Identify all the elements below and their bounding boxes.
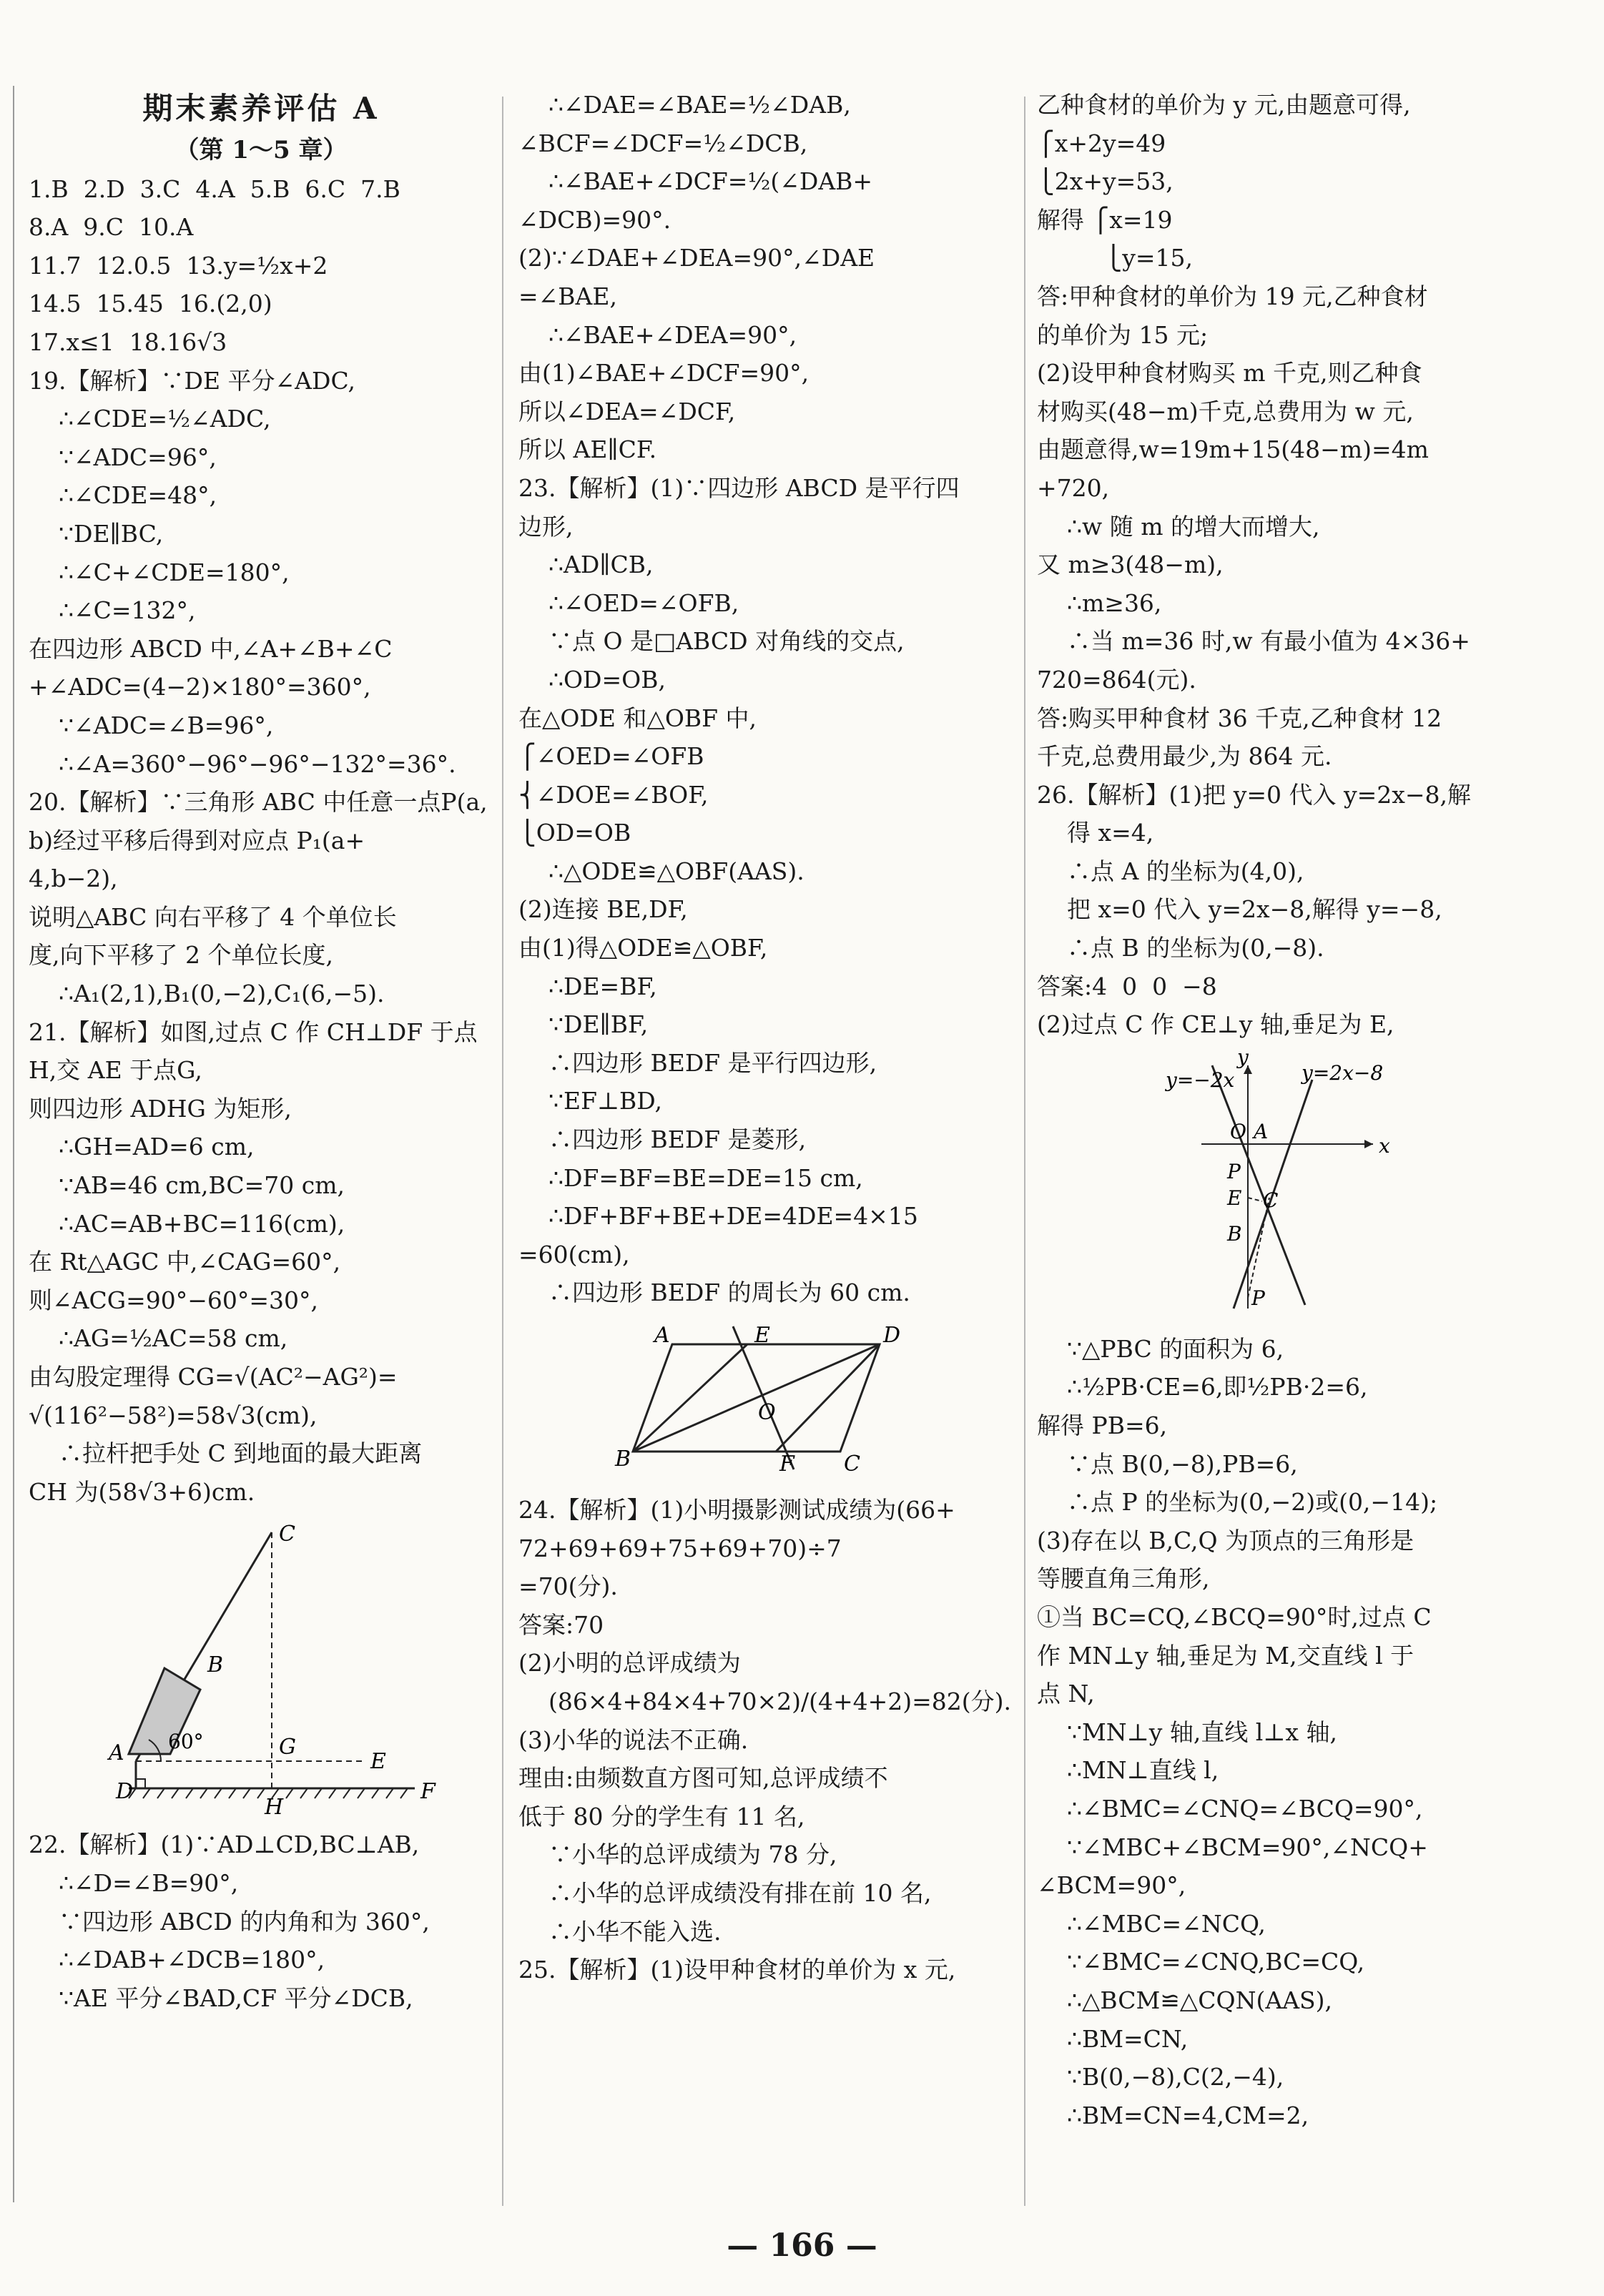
text-line: ∵∠MBC+∠BCM=90°,∠NCQ+ — [1067, 1833, 1428, 1861]
page-subtitle: （第 1～5 章） — [174, 136, 348, 164]
figure-23 — [518, 1319, 1019, 1484]
text-line: ∴点 A 的坐标为(4,0), — [1067, 857, 1304, 885]
text-line: ∵∠ADC=96°, — [59, 443, 217, 471]
text-line: 的单价为 15 元; — [1037, 320, 1209, 349]
text-line: ∴点 P 的坐标为(0,−2)或(0,−14); — [1067, 1488, 1438, 1517]
label-A: A — [1254, 1119, 1269, 1143]
text-line: 答案:70 — [518, 1610, 604, 1639]
text-line: 21.【解析】如图,过点 C 作 CH⊥DF 于点 — [29, 1018, 478, 1046]
text-line: 又 m≥3(48−m), — [1037, 551, 1224, 579]
column-3-lines — [1037, 86, 1559, 1044]
label-x-axis: x — [1379, 1133, 1390, 1158]
text-line: 解得 ⎧x=19 — [1037, 205, 1173, 234]
text-line: ∵AB=46 cm,BC=70 cm, — [59, 1171, 345, 1200]
label-C: C — [279, 1522, 295, 1547]
text-line: √(116²−58²)=58√3(cm), — [29, 1401, 318, 1429]
label-O: O — [1230, 1119, 1246, 1143]
text-line: =70(分). — [518, 1572, 618, 1601]
column-1-lines — [29, 170, 493, 1512]
text-line: (86×4+84×4+70×2)/(4+4+2)=82(分). — [548, 1687, 1011, 1715]
text-line: 所以∠DEA=∠DCF, — [518, 397, 736, 425]
text-line: ∴BM=CN, — [1067, 2024, 1189, 2053]
text-line: 8.A 9.C 10.A — [29, 213, 194, 242]
text-line: 边形, — [518, 512, 574, 541]
text-line: ∴点 B 的坐标为(0,−8). — [1067, 934, 1324, 962]
text-line: ∴△BCM≌△CQN(AAS), — [1067, 1986, 1332, 2014]
label-B: B — [1227, 1221, 1242, 1246]
text-line: ∴∠OED=∠OFB, — [548, 588, 739, 617]
text-line: 720=864(元). — [1037, 665, 1196, 694]
label-A: A — [654, 1323, 670, 1348]
text-line: ∴拉杆把手处 C 到地面的最大距离 — [59, 1439, 423, 1468]
label-B: B — [615, 1447, 631, 1472]
text-line: (3)小华的说法不正确. — [518, 1725, 749, 1754]
text-line: ∵DE∥BC, — [59, 519, 164, 548]
text-line: 19.【解析】∵DE 平分∠ADC, — [29, 366, 356, 395]
text-line: ∴∠MBC=∠NCQ, — [1067, 1909, 1266, 1938]
text-line: ∴当 m=36 时,w 有最小值为 4×36+ — [1067, 627, 1470, 656]
text-line: ∴四边形 BEDF 的周长为 60 cm. — [548, 1278, 910, 1307]
text-line: ①当 BC=CQ,∠BCQ=90°时,过点 C — [1037, 1603, 1432, 1631]
text-line: ∴∠A=360°−96°−96°−132°=36°. — [59, 749, 456, 778]
page-title: 期末素养评估 A — [142, 91, 380, 126]
text-line: ∴MN⊥直线 l, — [1067, 1756, 1219, 1785]
text-line: 20.【解析】∵三角形 ABC 中任意一点P(a, — [29, 788, 488, 817]
text-line: ∴OD=OB, — [548, 665, 666, 694]
text-line: ∴A₁(2,1),B₁(0,−2),C₁(6,−5). — [59, 980, 385, 1008]
text-line: 等腰直角三角形, — [1037, 1565, 1210, 1593]
text-line: ∠DCB)=90°. — [518, 205, 671, 234]
text-line: 由(1)∠BAE+∠DCF=90°, — [518, 359, 810, 388]
text-line: ∴w 随 m 的增大而增大, — [1067, 512, 1320, 541]
label-angle-60: 60° — [168, 1730, 204, 1754]
text-line: ∴DF+BF+BE+DE=4DE=4×15 — [548, 1202, 918, 1231]
text-line: 材购买(48−m)千克,总费用为 w 元, — [1037, 397, 1414, 425]
text-line: ∴DE=BF, — [548, 972, 657, 1000]
label-C: C — [1263, 1188, 1279, 1212]
text-line: ∴AG=½AC=58 cm, — [59, 1324, 288, 1353]
column-1 — [29, 86, 493, 2017]
text-line: (2)∵∠DAE+∠DEA=90°,∠DAE — [518, 244, 875, 272]
text-line: 由题意得,w=19m+15(48−m)=4m — [1037, 435, 1429, 464]
text-line: ∵DE∥BF, — [548, 1010, 649, 1039]
text-line: (2)过点 C 作 CE⊥y 轴,垂足为 E, — [1037, 1010, 1394, 1039]
text-line: 答:购买甲种食材 36 千克,乙种食材 12 — [1037, 704, 1442, 732]
column-2-lines — [518, 86, 1019, 1312]
label-F: F — [420, 1779, 436, 1805]
text-line: b)经过平移后得到对应点 P₁(a+ — [29, 826, 365, 854]
label-A: A — [109, 1740, 124, 1766]
text-line: ∴m≥36, — [1067, 588, 1162, 617]
figure-23-svg — [518, 1319, 1019, 1484]
text-line: ∴∠DAB+∠DCB=180°, — [59, 1946, 325, 1974]
text-line: ∴GH=AD=6 cm, — [59, 1133, 255, 1161]
label-O: O — [758, 1400, 776, 1425]
text-line: ∴½PB·CE=6,即½PB·2=6, — [1067, 1373, 1368, 1401]
label-E: E — [370, 1749, 386, 1775]
text-line: ⎧∠OED=∠OFB — [518, 742, 704, 771]
text-line: 在 Rt△AGC 中,∠CAG=60°, — [29, 1248, 341, 1276]
column-3-lines-after — [1037, 1330, 1559, 2134]
label-P: P — [1227, 1159, 1241, 1183]
text-line: 度,向下平移了 2 个单位长度, — [29, 941, 333, 970]
text-line: ∴∠BAE+∠DEA=90°, — [548, 320, 797, 349]
figure-21 — [29, 1518, 493, 1818]
text-line: 理由:由频数直方图可知,总评成绩不 — [518, 1764, 888, 1793]
text-line: 说明△ABC 向右平移了 4 个单位长 — [29, 902, 397, 931]
text-line: ∵B(0,−8),C(2,−4), — [1067, 2063, 1284, 2091]
text-line: 24.【解析】(1)小明摄影测试成绩为(66+ — [518, 1496, 955, 1524]
text-line: ∵△PBC 的面积为 6, — [1067, 1334, 1284, 1363]
figure-21-svg — [29, 1518, 493, 1818]
text-line: 所以 AE∥CF. — [518, 435, 657, 464]
text-line: 26.【解析】(1)把 y=0 代入 y=2x−8,解 — [1037, 780, 1472, 809]
text-line: H,交 AE 于点G, — [29, 1056, 202, 1085]
text-line: 把 x=0 代入 y=2x−8,解得 y=−8, — [1067, 895, 1442, 924]
text-line: ∴∠BAE+∠DCF=½(∠DAB+ — [548, 167, 873, 196]
label-C: C — [844, 1452, 860, 1477]
text-line: ∴∠BMC=∠CNQ=∠BCQ=90°, — [1067, 1794, 1423, 1823]
label-line-2x-8: y=2x−8 — [1302, 1060, 1384, 1085]
text-line: 则四边形 ADHG 为矩形, — [29, 1094, 292, 1123]
text-line: +720, — [1037, 473, 1110, 502]
figure-26 — [1037, 1051, 1559, 1323]
text-line: 在△ODE 和△OBF 中, — [518, 704, 757, 732]
text-line: CH 为(58√3+6)cm. — [29, 1477, 255, 1506]
text-line: =∠BAE, — [518, 282, 617, 310]
text-line: ∴∠C=132°, — [59, 596, 196, 625]
text-line: ⎨∠DOE=∠BOF, — [518, 780, 709, 809]
left-margin-rule — [13, 86, 14, 2202]
column-3 — [1037, 86, 1559, 2134]
column-2 — [518, 86, 1019, 1989]
text-line: (3)存在以 B,C,Q 为顶点的三角形是 — [1037, 1526, 1414, 1555]
text-line: ∴∠DAE=∠BAE=½∠DAB, — [548, 91, 851, 119]
text-line: 千克,总费用最少,为 864 元. — [1037, 742, 1332, 771]
text-line: ∵点 O 是□ABCD 对角线的交点, — [548, 627, 905, 656]
text-line: 答:甲种食材的单价为 19 元,乙种食材 — [1037, 282, 1428, 310]
text-line: 11.7 12.0.5 13.y=½x+2 — [29, 251, 328, 280]
text-line: =60(cm), — [518, 1240, 630, 1268]
text-line: 作 MN⊥y 轴,垂足为 M,交直线 l 于 — [1037, 1641, 1414, 1670]
text-line: 在四边形 ABCD 中,∠A+∠B+∠C — [29, 634, 393, 663]
text-line: ∵AE 平分∠BAD,CF 平分∠DCB, — [59, 1984, 413, 2012]
text-line: 1.B 2.D 3.C 4.A 5.B 6.C 7.B — [29, 174, 400, 203]
text-line: ∵∠ADC=∠B=96°, — [59, 711, 274, 739]
label-H: H — [265, 1795, 284, 1819]
label-line-neg2x: y=−2x — [1166, 1068, 1235, 1092]
text-line: ∴四边形 BEDF 是菱形, — [548, 1125, 807, 1154]
text-line: ∴∠C+∠CDE=180°, — [59, 558, 290, 586]
text-line: ∵∠BMC=∠CNQ,BC=CQ, — [1067, 1948, 1365, 1976]
text-line: ∵EF⊥BD, — [548, 1087, 663, 1115]
label-E: E — [754, 1323, 770, 1348]
text-line: 乙种食材的单价为 y 元,由题意可得, — [1037, 91, 1411, 119]
text-line: ⎧x+2y=49 — [1037, 129, 1166, 157]
text-line: ∵点 B(0,−8),PB=6, — [1067, 1449, 1298, 1478]
label-P-lower: P — [1251, 1286, 1265, 1310]
page-number: — 166 — — [727, 2227, 877, 2264]
text-line: ∵小华的总评成绩为 78 分, — [548, 1841, 837, 1869]
text-line: 14.5 15.45 16.(2,0) — [29, 290, 272, 318]
text-line: 23.【解析】(1)∵四边形 ABCD 是平行四 — [518, 473, 960, 502]
text-line: ∴BM=CN=4,CM=2, — [1067, 2101, 1309, 2129]
text-line: ∴四边形 BEDF 是平行四边形, — [548, 1048, 877, 1077]
figure-26-svg — [1037, 1051, 1559, 1323]
column-1-lines-after — [29, 1826, 493, 2017]
text-line: ⎩2x+y=53, — [1037, 167, 1174, 196]
text-line: 低于 80 分的学生有 11 名, — [518, 1802, 805, 1831]
text-line: 解得 PB=6, — [1037, 1411, 1168, 1440]
column-divider — [1024, 97, 1025, 2206]
text-line: ∴AC=AB+BC=116(cm), — [59, 1209, 345, 1238]
text-line: 点 N, — [1037, 1680, 1095, 1708]
text-line: (2)连接 BE,DF, — [518, 895, 688, 924]
text-line: ∠BCM=90°, — [1037, 1871, 1186, 1900]
text-line: ∴小华不能入选. — [548, 1917, 722, 1946]
label-D: D — [116, 1779, 134, 1805]
text-line: ∴∠CDE=½∠ADC, — [59, 405, 271, 433]
text-line: ∴AD∥CB, — [548, 551, 654, 579]
label-G: G — [279, 1735, 296, 1760]
text-line: ∴∠CDE=48°, — [59, 481, 217, 510]
text-line: 25.【解析】(1)设甲种食材的单价为 x 元, — [518, 1956, 956, 1984]
text-line: ∴小华的总评成绩没有排在前 10 名, — [548, 1878, 932, 1907]
column-2-lines-after — [518, 1491, 1019, 1989]
text-line: 22.【解析】(1)∵AD⊥CD,BC⊥AB, — [29, 1831, 420, 1859]
text-line: 72+69+69+75+69+70)÷7 — [518, 1534, 842, 1562]
label-B: B — [207, 1652, 224, 1678]
text-line: ⎩OD=OB — [518, 819, 631, 847]
text-line: (2)小明的总评成绩为 — [518, 1649, 741, 1677]
text-line: 4,b−2), — [29, 864, 118, 893]
text-line: ∠BCF=∠DCF=½∠DCB, — [518, 129, 808, 157]
column-divider — [502, 97, 503, 2206]
label-F: F — [779, 1452, 794, 1477]
text-line: 由(1)得△ODE≌△OBF, — [518, 934, 768, 962]
text-line: +∠ADC=(4−2)×180°=360°, — [29, 673, 371, 701]
text-line: 由勾股定理得 CG=√(AC²−AG²)= — [29, 1363, 398, 1391]
text-line: ∴△ODE≌△OBF(AAS). — [548, 857, 805, 885]
text-line: ∴DF=BF=BE=DE=15 cm, — [548, 1163, 863, 1192]
text-line: ∵MN⊥y 轴,直线 l⊥x 轴, — [1067, 1718, 1337, 1746]
text-line: ∴∠D=∠B=90°, — [59, 1868, 239, 1897]
label-E: E — [1227, 1186, 1242, 1210]
text-line: 得 x=4, — [1067, 819, 1154, 847]
text-line: 17.x≤1 18.16√3 — [29, 327, 227, 356]
label-D: D — [883, 1323, 901, 1348]
text-line: 则∠ACG=90°−60°=30°, — [29, 1286, 319, 1314]
text-line: ∵四边形 ABCD 的内角和为 360°, — [59, 1907, 430, 1936]
text-line: ⎩y=15, — [1067, 244, 1193, 272]
text-line: 答案:4 0 0 −8 — [1037, 972, 1217, 1000]
text-line: (2)设甲种食材购买 m 千克,则乙种食 — [1037, 359, 1422, 388]
label-y-axis: y — [1237, 1050, 1249, 1069]
